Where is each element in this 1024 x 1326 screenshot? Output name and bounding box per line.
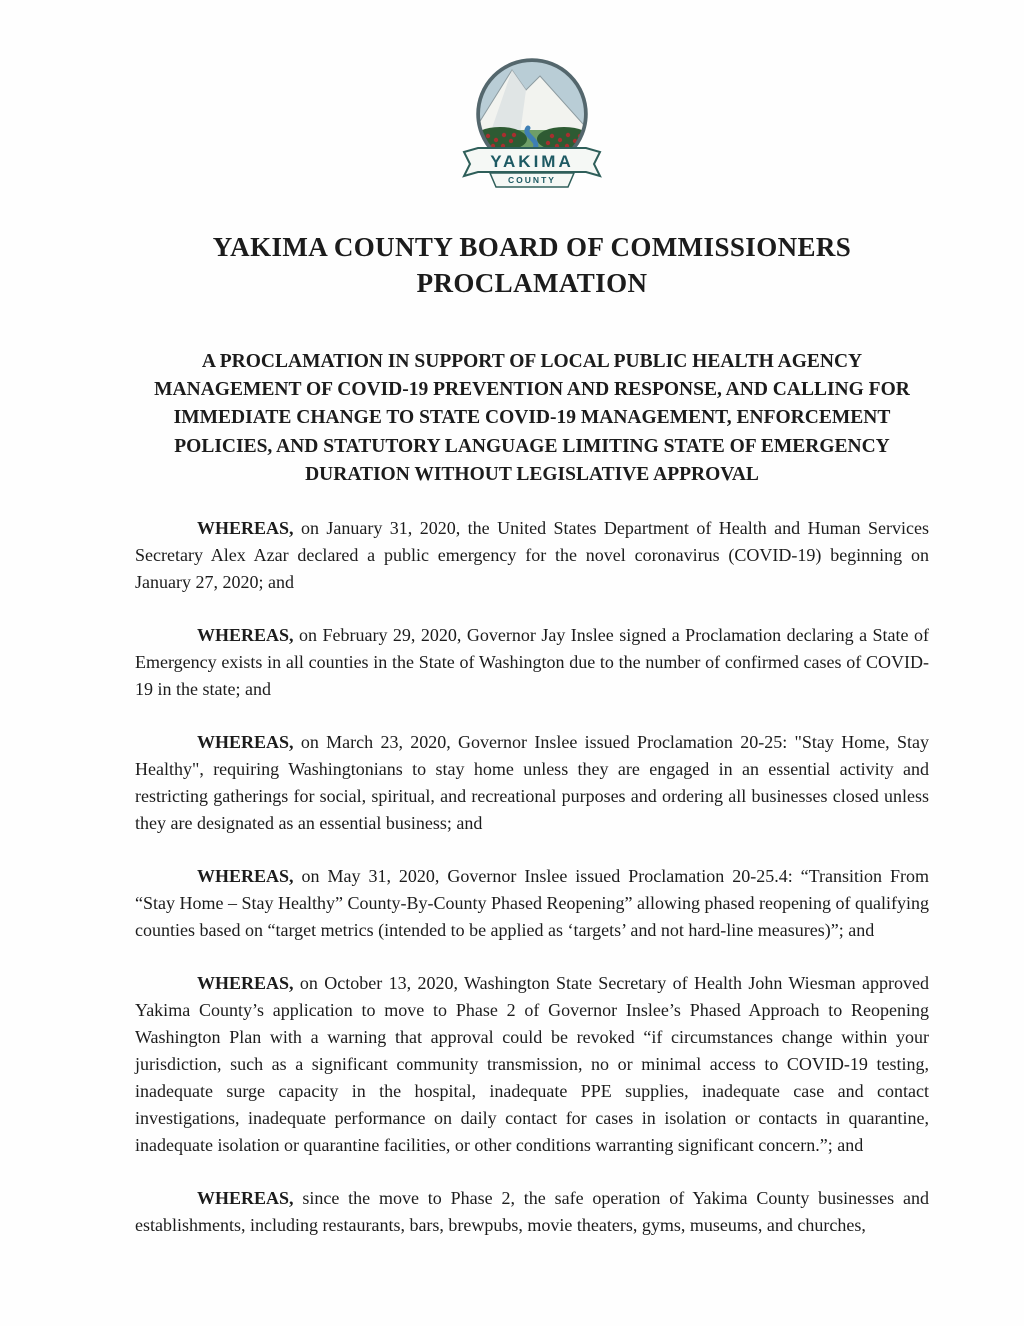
whereas-paragraph-2 [135, 622, 929, 703]
whereas-paragraph-6 [135, 1185, 929, 1239]
whereas-paragraph-5 [135, 970, 929, 1159]
whereas-lead: WHEREAS, [197, 973, 294, 994]
seal-banner [464, 148, 600, 187]
whereas-lead: WHEREAS, [197, 732, 294, 753]
county-seal-logo [135, 56, 929, 203]
whereas-lead: WHEREAS, [197, 625, 294, 646]
whereas-paragraph-4 [135, 863, 929, 944]
whereas-lead: WHEREAS, [197, 866, 294, 887]
paragraph-text: on October 13, 2020, Washington State Secretary of Health John Wiesman approved Yakima County’s application to move to Phase 2 of Governor Inslee’s Phased Approach to Reopening Washington Plan with a warning that approval could be revoked “if circumstances change within your jurisdiction, such as a significant community transmission, no or minimal access to COVID-19 testing, inadequate surge capacity in the hospital, inadequate PPE supplies, inadequate case and contact investigations, inadequate performance on daily contact for cases in isolation or contacts in quarantine, inadequate isolation or quarantine facilities, or other conditions warranting significant concern.”; and [135, 973, 929, 1156]
whereas-paragraph-3 [135, 729, 929, 837]
banner-text-county: COUNTY [508, 175, 556, 185]
paragraph-text: on May 31, 2020, Governor Inslee issued Proclamation 20-25.4: “Transition From “Stay Home – Stay Healthy” County-By-County Phased Reopening” allowing phased reopening of qualifying counties based on “target metrics (intended to be applied as ‘targets’ and not hard-line measures)”; and [135, 866, 929, 941]
paragraph-text: on March 23, 2020, Governor Inslee issued Proclamation 20-25: "Stay Home, Stay Healthy", requiring Washingtonians to stay home unless they are engaged in an essential activity and restricting gatherings for social, spiritual, and recreational purposes and ordering all businesses closed unless they are designated as an essential business; and [135, 732, 929, 834]
whereas-lead: WHEREAS, [197, 518, 294, 539]
banner-text-yakima: YAKIMA [490, 152, 574, 171]
proclamation-subject: A PROCLAMATION IN SUPPORT OF LOCAL PUBLIC HEALTH AGENCY MANAGEMENT OF COVID-19 PREVENTION AND RESPONSE, AND CALLING FOR IMMEDIATE CHANGE TO STATE COVID-19 MANAGEMENT, ENFORCEMENT POLICIES, AND STATUTORY LANGUAGE LIMITING STATE OF EMERGENCY DURATION WITHOUT LEGISLATIVE APPROVAL [154, 350, 910, 485]
paragraph-text: on January 31, 2020, the United States Department of Health and Human Services Secretary Alex Azar declared a public emergency for the novel coronavirus (COVID-19) beginning on January 27, 2020; and [135, 518, 929, 593]
paragraph-text: since the move to Phase 2, the safe operation of Yakima County businesses and establishments, including restaurants, bars, brewpubs, movie theaters, gyms, museums, and churches, [135, 1188, 929, 1236]
whereas-lead: WHEREAS, [197, 1188, 294, 1209]
document-title [135, 229, 929, 302]
document-title-line2: PROCLAMATION [416, 268, 648, 299]
yakima-county-seal-graphic [456, 56, 608, 198]
whereas-paragraph-1 [135, 515, 929, 596]
paragraph-text: on February 29, 2020, Governor Jay Inslee signed a Proclamation declaring a State of Emergency exists in all counties in the State of Washington due to the number of confirmed cases of COVID-19 in the state; and [135, 625, 929, 700]
document-title-line1: YAKIMA COUNTY BOARD OF COMMISSIONERS [212, 232, 852, 262]
